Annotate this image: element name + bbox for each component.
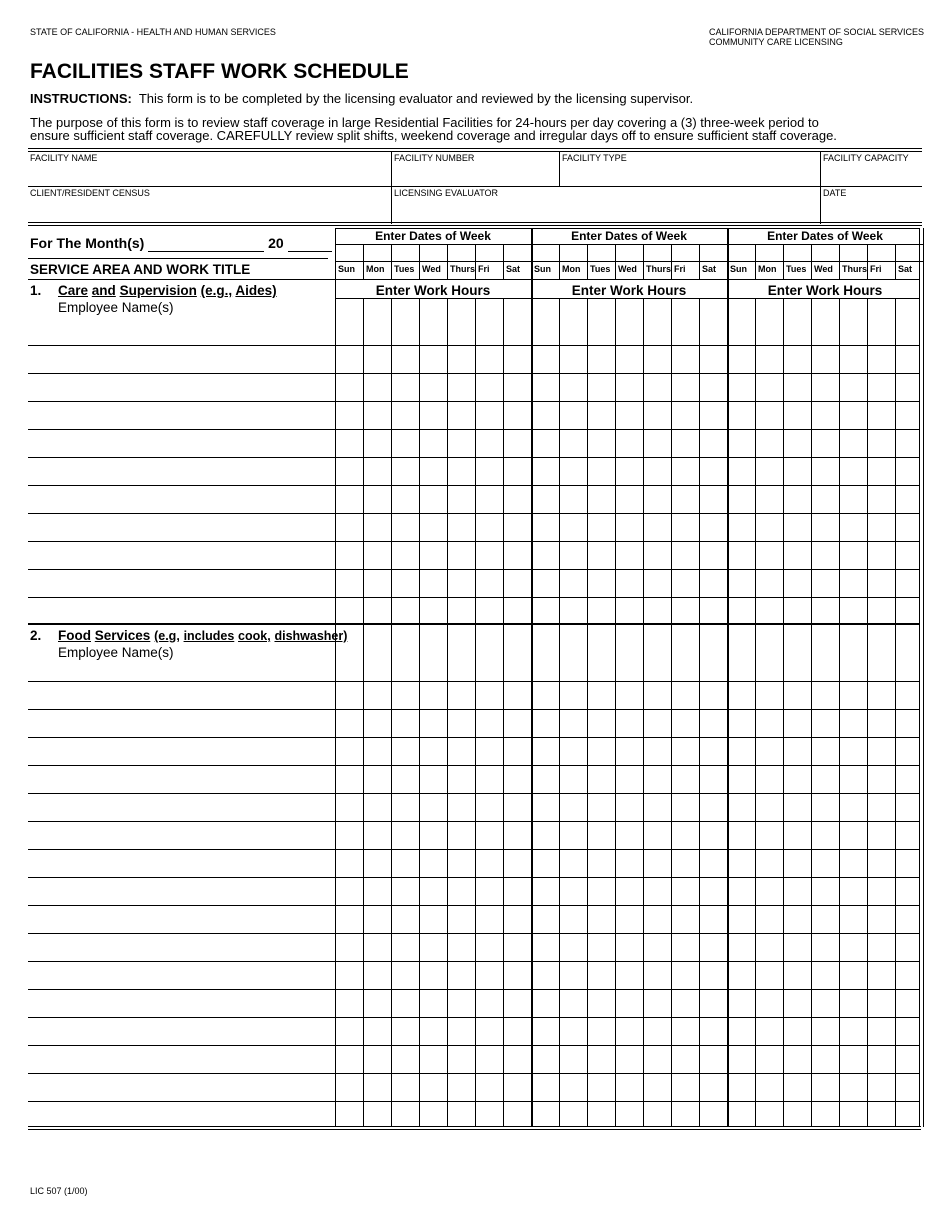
table-row[interactable] [28, 429, 919, 430]
day-column-rule [587, 244, 588, 279]
section-1-title [30, 283, 277, 299]
day-label: Thurs [842, 264, 868, 274]
day-label: Mon [758, 264, 777, 274]
day-column-rule [559, 298, 560, 1127]
section-2-number: 2. [30, 628, 42, 643]
day-column-rule [559, 244, 560, 279]
day-column-rule [839, 244, 840, 279]
day-column-rule [867, 298, 868, 1127]
table-row[interactable] [28, 933, 919, 934]
table-row[interactable] [28, 569, 919, 570]
day-column-rule [699, 244, 700, 279]
day-column-rule [363, 298, 364, 1127]
table-row[interactable] [28, 821, 919, 822]
month-field[interactable] [30, 235, 332, 252]
week-column-rule [727, 228, 729, 1127]
purpose-line-1: The purpose of this form is to review staff coverage in large Residential Facilities for 24-hours per day covering a (3) three-week period to [30, 115, 819, 130]
day-column-rule [419, 298, 420, 1127]
day-label: Tues [786, 264, 807, 274]
section-2-word: Food [58, 628, 91, 643]
facility-capacity-field[interactable]: FACILITY CAPACITY [823, 153, 909, 163]
day-column-rule [503, 244, 504, 279]
instructions-label: INSTRUCTIONS: [30, 91, 132, 106]
table-row[interactable] [28, 597, 919, 598]
section-2-title [30, 628, 347, 644]
day-column-rule [615, 244, 616, 279]
table-row[interactable] [28, 905, 919, 906]
day-label: Wed [618, 264, 637, 274]
division-name: COMMUNITY CARE LICENSING [709, 37, 843, 47]
table-row[interactable] [28, 1045, 919, 1046]
day-column-rule [419, 244, 420, 279]
table-row[interactable] [28, 513, 919, 514]
service-area-title: SERVICE AREA AND WORK TITLE [30, 262, 251, 277]
purpose-text [30, 116, 930, 142]
day-column-rule [671, 298, 672, 1127]
day-column-rule [391, 244, 392, 279]
day-label: Thurs [450, 264, 476, 274]
table-row[interactable] [28, 961, 919, 962]
day-column-rule [811, 298, 812, 1127]
section-1-number: 1. [30, 283, 42, 298]
table-row[interactable] [28, 345, 919, 346]
day-label: Sun [730, 264, 747, 274]
day-column-rule [755, 298, 756, 1127]
day-label: Sat [702, 264, 717, 274]
department-name: CALIFORNIA DEPARTMENT OF SOCIAL SERVICES [709, 27, 925, 37]
day-column-rule [587, 298, 588, 1127]
table-row[interactable] [28, 1073, 919, 1074]
week-date-rule [335, 244, 531, 245]
day-column-rule [811, 244, 812, 279]
form-number: LIC 507 (1/00) [30, 1186, 88, 1196]
section-2-word: cook, [238, 629, 271, 643]
section-2-word: (e.g, [154, 629, 180, 643]
day-column-rule [839, 298, 840, 1127]
week-1-dates-header: Enter Dates of Week [375, 229, 491, 243]
day-column-rule [671, 244, 672, 279]
week-column-rule [923, 228, 924, 1127]
licensing-evaluator-field[interactable]: LICENSING EVALUATOR [394, 188, 499, 198]
date-field[interactable]: DATE [823, 188, 847, 198]
month-label: For The Month(s) [30, 235, 145, 251]
month-rule [28, 258, 328, 259]
day-column-rule [391, 298, 392, 1127]
purpose-line-2: ensure sufficient staff coverage. CAREFULLY review split shifts, weekend coverage and irregular days off to ensure sufficient staff coverage. [30, 128, 837, 143]
day-row-top-rule [727, 261, 923, 262]
table-row[interactable] [28, 373, 919, 374]
table-row[interactable] [28, 457, 919, 458]
info-bottom-rule-2 [28, 225, 922, 226]
day-label: Sat [506, 264, 521, 274]
day-column-rule [783, 244, 784, 279]
work-hours-bottom-rule [335, 298, 919, 299]
enter-work-hours-label: Enter Work Hours [571, 283, 687, 298]
grid-right-border [919, 228, 920, 1127]
month-blank[interactable] [148, 238, 264, 252]
section-1-word: (e.g., [200, 283, 233, 298]
day-label: Tues [394, 264, 415, 274]
table-row[interactable] [28, 709, 919, 710]
day-column-rule [615, 298, 616, 1127]
table-row[interactable] [28, 877, 919, 878]
enter-work-hours-label: Enter Work Hours [767, 283, 883, 298]
section-2-word: Services [94, 628, 151, 643]
day-label: Fri [870, 264, 882, 274]
day-row-top-rule [335, 261, 531, 262]
day-column-rule [363, 244, 364, 279]
day-column-rule [895, 244, 896, 279]
week-date-rule [727, 244, 923, 245]
week-date-rule [531, 244, 727, 245]
info-divider-3 [820, 151, 821, 224]
section-1-word: and [91, 283, 116, 298]
table-row[interactable] [28, 541, 919, 542]
year-blank[interactable] [288, 238, 332, 252]
day-row-bottom-rule [28, 279, 919, 280]
section-2-word: includes [183, 629, 235, 643]
table-row[interactable] [28, 737, 919, 738]
table-row[interactable] [28, 793, 919, 794]
section-divider [28, 623, 919, 625]
day-column-rule [447, 298, 448, 1127]
table-row[interactable] [28, 681, 919, 682]
day-label: Tues [590, 264, 611, 274]
table-row[interactable] [28, 485, 919, 486]
day-column-rule [475, 298, 476, 1127]
section-1-word: Care [58, 283, 89, 298]
page-title: FACILITIES STAFF WORK SCHEDULE [30, 60, 409, 83]
day-label: Fri [478, 264, 490, 274]
info-mid-rule [28, 186, 922, 187]
day-column-rule [475, 244, 476, 279]
day-label: Sun [338, 264, 355, 274]
day-label: Wed [814, 264, 833, 274]
day-label: Fri [674, 264, 686, 274]
day-column-rule [783, 298, 784, 1127]
day-label: Thurs [646, 264, 672, 274]
section-1-subtitle: Employee Name(s) [58, 300, 174, 315]
enter-work-hours-label: Enter Work Hours [375, 283, 491, 298]
table-bottom-rule-2 [28, 1129, 921, 1130]
day-label: Mon [366, 264, 385, 274]
info-divider-1 [391, 151, 392, 224]
day-column-rule [755, 244, 756, 279]
section-2-word: dishwasher) [274, 629, 348, 643]
table-row[interactable] [28, 989, 919, 990]
state-header: STATE OF CALIFORNIA - HEALTH AND HUMAN SERVICES [30, 27, 276, 37]
info-bottom-rule [28, 222, 922, 223]
day-column-rule [503, 298, 504, 1127]
week-column-rule [531, 228, 533, 1127]
day-label: Mon [562, 264, 581, 274]
week-2-dates-header: Enter Dates of Week [571, 229, 687, 243]
week-header-top-rule [335, 228, 919, 229]
info-top-rule-2 [28, 151, 922, 152]
section-1-word: Aides) [235, 283, 277, 298]
day-row-top-rule [531, 261, 727, 262]
day-column-rule [867, 244, 868, 279]
section-1-word: Supervision [119, 283, 197, 298]
table-row[interactable] [28, 1101, 919, 1102]
facility-type-field[interactable]: FACILITY TYPE [562, 153, 627, 163]
instructions-text: This form is to be completed by the licensing evaluator and reviewed by the licensing supervisor. [138, 91, 694, 106]
instructions [30, 91, 693, 107]
census-field[interactable]: CLIENT/RESIDENT CENSUS [30, 188, 150, 198]
week-column-rule [335, 228, 336, 1127]
info-divider-2 [559, 151, 560, 186]
table-row[interactable] [28, 1017, 919, 1018]
day-column-rule [643, 244, 644, 279]
section-2-subtitle: Employee Name(s) [58, 645, 174, 660]
table-row[interactable] [28, 401, 919, 402]
day-label: Sun [534, 264, 551, 274]
day-column-rule [895, 298, 896, 1127]
day-column-rule [447, 244, 448, 279]
day-label: Sat [898, 264, 913, 274]
facility-number-field[interactable]: FACILITY NUMBER [394, 153, 475, 163]
info-top-rule [28, 148, 922, 149]
department-header [709, 27, 924, 47]
day-label: Wed [422, 264, 441, 274]
day-column-rule [643, 298, 644, 1127]
week-3-dates-header: Enter Dates of Week [767, 229, 883, 243]
table-row[interactable] [28, 849, 919, 850]
table-row[interactable] [28, 765, 919, 766]
day-column-rule [699, 298, 700, 1127]
facility-name-field[interactable]: FACILITY NAME [30, 153, 98, 163]
year-prefix: 20 [268, 235, 284, 251]
